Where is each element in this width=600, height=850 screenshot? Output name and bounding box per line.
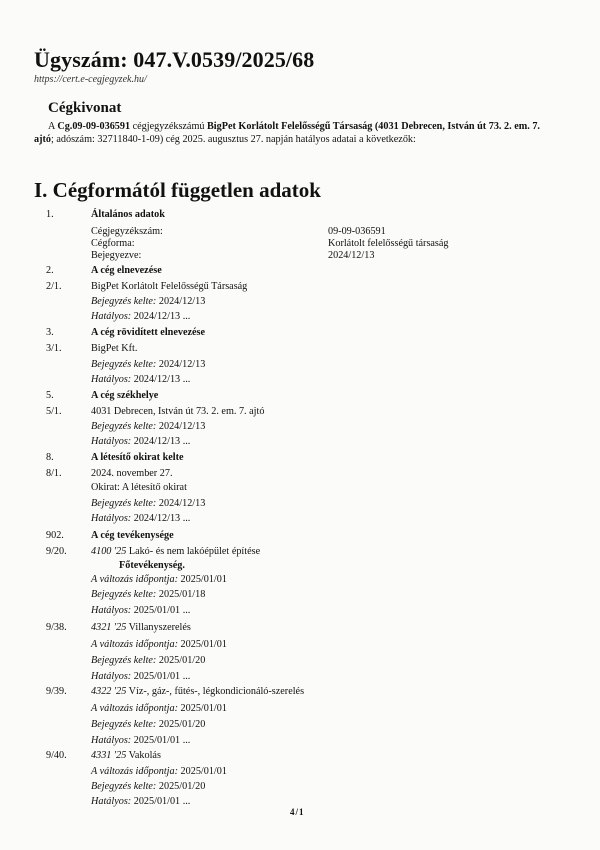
effective-date: Hatályos: 2024/12/13 ... (91, 374, 191, 385)
effective-date: Hatályos: 2024/12/13 ... (91, 311, 191, 322)
subentry-number: 3/1. (46, 343, 62, 354)
subentry-number: 9/40. (46, 750, 67, 761)
activity-entry: 4322 '25 Víz-, gáz-, fűtés-, légkondicionáló-szerelés (91, 686, 305, 697)
entry-value: 2024. november 27. (91, 468, 173, 479)
change-date: A változás időpontja: 2025/01/01 (91, 766, 227, 777)
change-date: A változás időpontja: 2025/01/01 (91, 574, 227, 585)
registration-date: Bejegyzés kelte: 2025/01/20 (91, 655, 206, 666)
registration-date: Bejegyzés kelte: 2024/12/13 (91, 296, 206, 307)
section-title: I. Cégformától független adatok (34, 178, 321, 202)
entry-number: 1. (46, 209, 54, 220)
effective-date: Hatályos: 2024/12/13 ... (91, 513, 191, 524)
effective-date: Hatályos: 2025/01/01 ... (91, 735, 191, 746)
extract-heading: Cégkivonat (48, 100, 122, 116)
activity-entry: 4100 '25 Lakó- és nem lakóépület építése (91, 546, 261, 557)
entry-number: 902. (46, 530, 64, 541)
subentry-number: 2/1. (46, 281, 62, 292)
page-number: 4/1 (290, 807, 305, 817)
field-value: 09-09-036591 (328, 226, 386, 237)
source-url: https://cert.e-cegjegyzek.hu/ (34, 74, 147, 85)
registration-date: Bejegyzés kelte: 2025/01/20 (91, 781, 206, 792)
field-value: 2024/12/13 (328, 250, 375, 261)
field-label: Cégjegyzékszám: (91, 226, 163, 237)
entry-title: A létesítő okirat kelte (91, 452, 184, 463)
entry-title: A cég székhelye (91, 390, 159, 401)
entry-number: 2. (46, 265, 54, 276)
entry-value: BigPet Kft. (91, 343, 138, 354)
activity-entry: 4321 '25 Villanyszerelés (91, 622, 191, 633)
document-type: Okirat: A létesítő okirat (91, 482, 187, 493)
field-label: Bejegyezve: (91, 250, 142, 261)
effective-date: Hatályos: 2025/01/01 ... (91, 605, 191, 616)
subentry-number: 5/1. (46, 406, 62, 417)
subentry-number: 9/20. (46, 546, 67, 557)
entry-number: 3. (46, 327, 54, 338)
entry-number: 8. (46, 452, 54, 463)
registration-date: Bejegyzés kelte: 2024/12/13 (91, 421, 206, 432)
entry-title: A cég elnevezése (91, 265, 162, 276)
registration-date: Bejegyzés kelte: 2024/12/13 (91, 359, 206, 370)
subentry-number: 9/38. (46, 622, 67, 633)
subentry-number: 8/1. (46, 468, 62, 479)
effective-date: Hatályos: 2025/01/01 ... (91, 796, 191, 807)
registration-date: Bejegyzés kelte: 2024/12/13 (91, 498, 206, 509)
activity-entry: 4331 '25 Vakolás (91, 750, 161, 761)
change-date: A változás időpontja: 2025/01/01 (91, 703, 227, 714)
field-value: Korlátolt felelősségű társaság (328, 238, 449, 249)
effective-date: Hatályos: 2024/12/13 ... (91, 436, 191, 447)
subentry-number: 9/39. (46, 686, 67, 697)
case-number-title: Ügyszám: 047.V.0539/2025/68 (34, 47, 315, 72)
main-activity-label: Főtevékenység. (119, 560, 185, 571)
entry-title: A cég rövidített elnevezése (91, 327, 205, 338)
entry-title: Általános adatok (91, 209, 165, 220)
entry-value: 4031 Debrecen, István út 73. 2. em. 7. ajtó (91, 406, 265, 417)
extract-intro: A Cg.09-09-036591 cégjegyzékszámú BigPet Korlátolt Felelősségű Társaság (4031 Debrecen, István út 73. 2. em. 7. ajtó; adószám: 32711840-1-09) cég 2025. augusztus 27. napján hatályos adatai a következők: (34, 121, 540, 146)
field-label: Cégforma: (91, 238, 135, 249)
entry-value: BigPet Korlátolt Felelősségű Társaság (91, 281, 248, 292)
registration-date: Bejegyzés kelte: 2025/01/20 (91, 719, 206, 730)
effective-date: Hatályos: 2025/01/01 ... (91, 671, 191, 682)
entry-number: 5. (46, 390, 54, 401)
change-date: A változás időpontja: 2025/01/01 (91, 639, 227, 650)
registration-date: Bejegyzés kelte: 2025/01/18 (91, 589, 206, 600)
entry-title: A cég tevékenysége (91, 530, 174, 541)
